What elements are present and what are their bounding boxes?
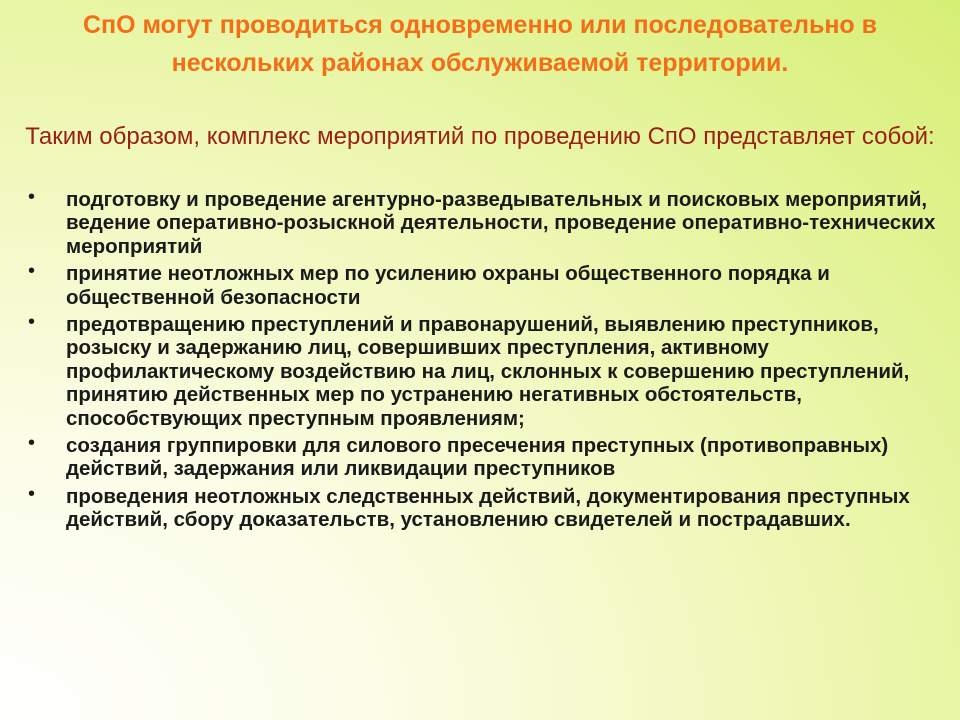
bullet-list [26,188,946,536]
bullet-icon: • [28,432,36,455]
slide-subtitle: Таким образом, комплекс мероприятий по проведению СпО представляет собой: [25,123,935,150]
bullet-item-1 [26,188,946,258]
bullet-text-3: предотвращению преступлений и правонарушений, выявлению преступников, розыску и задержанию лиц, совершивших преступления, активному профилактическому воздействию на лиц, склонных к совершению преступлений, принятию действенных мер по устранению негативных обстоятельств, способствующих преступным проявлениям; [66,313,910,430]
bullet-text-2: принятие неотложных мер по усилению охраны общественного порядка и общественной безопасности [66,262,830,309]
bullet-icon: • [28,260,36,283]
bullet-text-4: создания группировки для силового пресечения преступных (противоправных) действий, задержания или ликвидации преступников [66,434,889,481]
bullet-icon: • [28,311,36,334]
bullet-item-2 [26,262,946,309]
bullet-item-3 [26,313,946,430]
bullet-text-1: подготовку и проведение агентурно-разведывательных и поисковых мероприятий, ведение оперативно-розыскной деятельности, проведение оперативно-технических мероприятий [66,188,936,258]
bullet-icon: • [28,482,36,505]
bullet-icon: • [28,186,36,208]
bullet-item-4 [26,434,946,481]
slide-title: СпО могут проводиться одновременно или последовательно в нескольких районах обслуживаемой территории. [82,11,878,77]
bullet-item-5 [26,482,946,532]
bullet-text-5: проведения неотложных следственных действий, документирования преступных действий, сбору доказательств, установлению свидетелей и пострадавших. [66,484,910,532]
